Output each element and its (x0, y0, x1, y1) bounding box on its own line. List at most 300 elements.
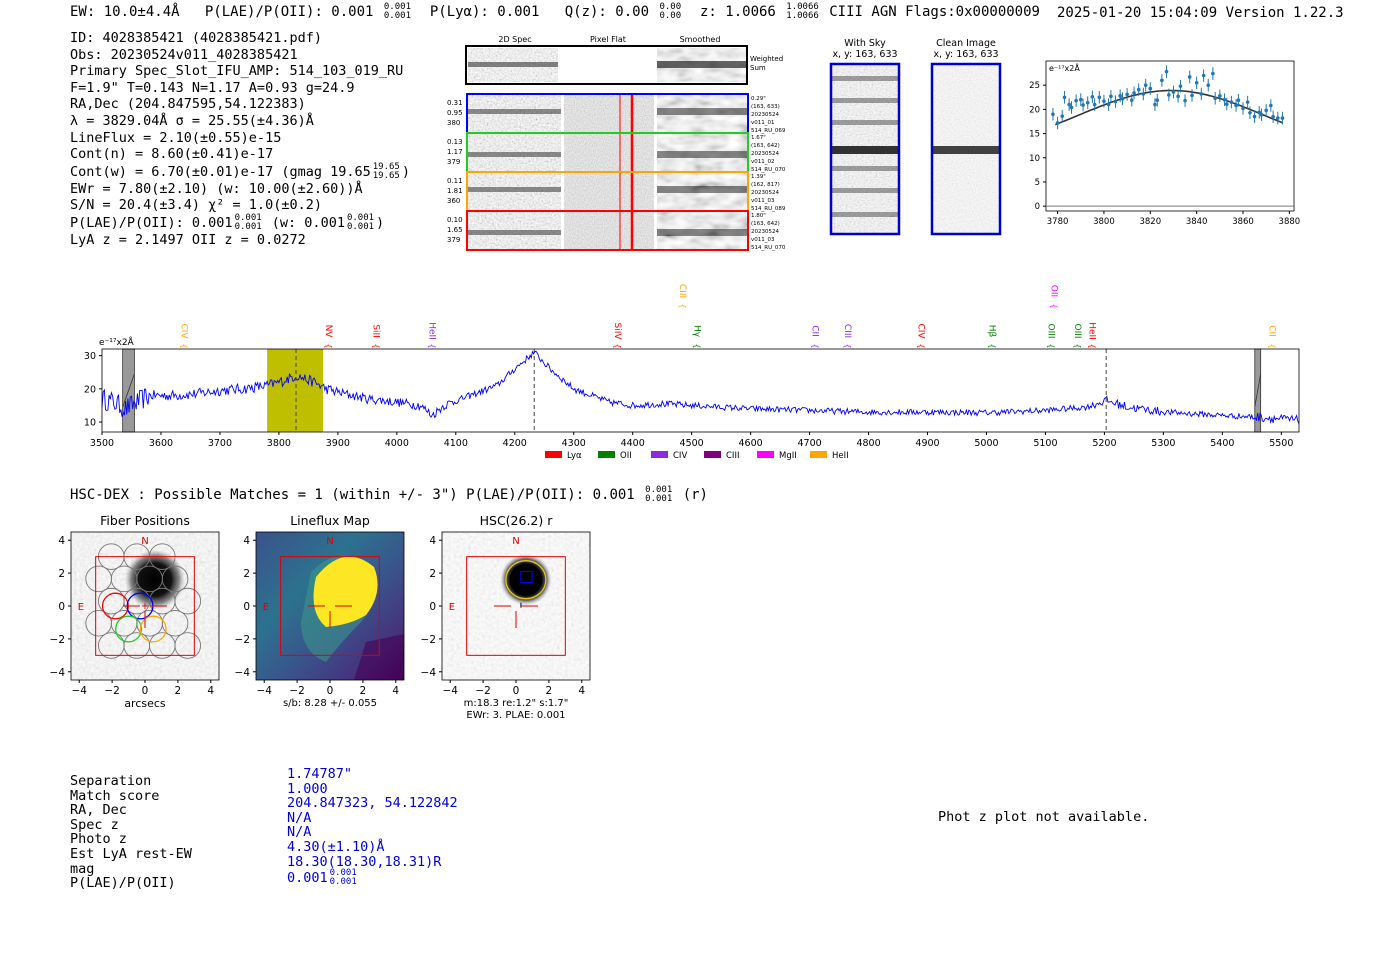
spectrum-xtick-label: 5100 (1033, 438, 1058, 449)
spectrum-xtick-label: 5000 (974, 438, 999, 449)
header-datetime: 2025-01-20 15:04:09 Version 1.22.3 (1057, 5, 1344, 21)
legend-swatch (598, 451, 615, 458)
hsc-image (442, 532, 590, 680)
fiber-smoothed-trace (657, 229, 747, 236)
header-bar (70, 3, 1040, 21)
emission-line-name: NV (323, 324, 334, 338)
emission-line-bracket: { (810, 343, 820, 349)
sky-images (828, 62, 1008, 238)
emission-line-label (677, 284, 687, 309)
legend-label: OII (620, 451, 632, 461)
info-id: ID: 4028385421 (4028385421.pdf) (70, 30, 322, 46)
fit-point (1051, 112, 1055, 116)
spectrum-xtick-label: 4400 (620, 438, 645, 449)
fiber-stat: 0.11 (447, 177, 463, 185)
hsc-caption-2: EWr: 3. PLAE: 0.001 (466, 710, 566, 721)
fit-point (1121, 97, 1125, 101)
fit-point (1144, 83, 1148, 87)
emission-line-bracket: { (427, 343, 437, 349)
fiber-meta: (163, 642) (751, 221, 780, 227)
hsc-panel (50, 513, 219, 710)
fit-point (1067, 103, 1071, 107)
fiber-stat: 379 (447, 158, 461, 166)
fit-point (1109, 95, 1113, 99)
fiber-meta: 1.39" (751, 174, 766, 180)
fit-point (1223, 98, 1227, 102)
hsc-title-lo: 0.001 (645, 494, 673, 504)
fiber-meta: v011_03 (751, 198, 775, 204)
emission-line-label (612, 322, 622, 348)
emission-line-label (1087, 322, 1097, 348)
fit-xtick-label: 3780 (1046, 217, 1069, 227)
detection-info (70, 30, 410, 249)
hsc-xtick-label: 0 (512, 685, 520, 697)
emission-line-label (1048, 285, 1058, 309)
emission-line-bracket: { (677, 303, 687, 309)
spectrum-chart (60, 275, 1320, 465)
spectrum-xtick-label: 5400 (1210, 438, 1235, 449)
fiber-2d-trace (468, 230, 561, 235)
emission-line-label (1045, 323, 1055, 348)
header-z-lo: 1.0066 (786, 11, 819, 21)
weighted-sum-label-1: Weighted (750, 55, 784, 63)
hsc-ytick-label: −2 (49, 633, 65, 646)
fit-point (1281, 116, 1285, 120)
fit-point (1202, 74, 1206, 78)
col-pixelflat: Pixel Flat (590, 35, 626, 44)
spectrum-xtick-label: 3700 (207, 438, 233, 449)
clean-image-title-text: Clean Image (936, 38, 996, 49)
hsc-panel-title: Lineflux Map (290, 513, 370, 528)
hsc-ytick-label: −2 (420, 633, 436, 646)
hsc-ytick-label: 4 (243, 535, 250, 548)
spectrum-ylabel: e⁻¹⁷x2Å (99, 338, 134, 348)
hsc-ytick-label: 2 (243, 568, 250, 581)
spectrum-xtick-label: 4000 (384, 438, 409, 449)
match-value-mag: 18.30(18.30,18.31)R (287, 853, 442, 870)
fit-point (1199, 92, 1203, 96)
fit-point (1172, 90, 1176, 94)
hsc-xtick-label: 4 (392, 685, 400, 697)
header-plya: P(Lyα): 0.001 (429, 4, 540, 20)
fit-ytick-label: 15 (1029, 129, 1040, 140)
emission-line-name: OII (1048, 284, 1059, 298)
hsc-xtick-label: 2 (545, 685, 553, 697)
emission-line-name: CIV (178, 323, 189, 339)
match-value-plae (287, 869, 458, 887)
fit-ytick-label: 0 (1034, 202, 1040, 213)
emission-line-bracket: { (179, 343, 189, 349)
fit-point (1165, 70, 1169, 74)
fit-point (1225, 102, 1229, 106)
info-lambda: λ = 3829.04Å σ = 25.55(±4.36)Å (70, 112, 314, 129)
fit-point (1213, 96, 1217, 100)
fit-point (1148, 87, 1152, 91)
legend-label: Lyα (567, 451, 582, 461)
info-plae: P(LAE)/P(OII): 0.001 0.001 0.001 (w: 0.001 0.001 0.001 ) (70, 212, 385, 232)
hsc-xlabel: arcsecs (124, 697, 166, 710)
emission-line-bracket: { (1267, 343, 1277, 349)
fiber-2d-trace (468, 152, 561, 157)
fit-point (1093, 103, 1097, 107)
hsc-xtick-label: −4 (442, 685, 458, 697)
fit-xtick-label: 3880 (1278, 217, 1301, 227)
info-primary: Primary Spec_Slot_IFU_AMP: 514_103_019_RU (70, 63, 404, 80)
match-value-photoz: N/A (287, 824, 312, 841)
fit-point (1269, 104, 1273, 108)
fiber-smoothed-trace (657, 151, 747, 158)
spectrum-xtick-label: 4900 (915, 438, 940, 449)
fit-ytick-label: 5 (1034, 177, 1040, 188)
fiber-stat: 0.10 (447, 216, 463, 224)
fit-point (1264, 109, 1268, 113)
header-qz: Q(z): 0.00 (564, 4, 650, 20)
spectrum-xtick-label: 4700 (797, 438, 822, 449)
fit-point (1074, 99, 1078, 103)
hsc-ytick-label: 0 (243, 601, 250, 613)
hsc-title (70, 486, 708, 504)
emission-line-name: CII (1266, 325, 1277, 337)
info-plae-w: (w: 0.001 (271, 214, 345, 231)
match-labels (70, 774, 192, 891)
hsc-xtick-label: −2 (475, 685, 491, 697)
fit-point (1118, 94, 1122, 98)
fiber-pixel-flat (564, 95, 654, 132)
hsc-panel (235, 513, 404, 709)
fiber-pixel-flat (564, 134, 654, 171)
fiber-stat: 1.65 (447, 226, 463, 234)
fit-point (1237, 98, 1241, 102)
spectrum-xtick-label: 3800 (266, 438, 291, 449)
fiber-meta: 20230524 (751, 229, 779, 235)
spectrum-xtick-label: 4800 (856, 438, 881, 449)
col-smoothed: Smoothed (679, 35, 721, 44)
fiber-meta: 1.80" (751, 213, 766, 219)
hsc-title-text: HSC-DEX : Possible Matches = 1 (within +/- 3") P(LAE)/P(OII): 0.001 (70, 487, 635, 503)
weighted-sum-label-2: Sum (750, 64, 766, 72)
hsc-xtick-label: 2 (359, 685, 367, 697)
emission-line-bracket: { (371, 343, 381, 349)
hsc-source (500, 554, 552, 606)
fiber-meta: 514_RU_070 (751, 167, 786, 173)
with-sky-trace (831, 146, 899, 154)
hsc-xtick-label: −4 (71, 685, 87, 697)
hsc-caption: s/b: 8.28 +/- 0.055 (282, 698, 378, 709)
info-radec: RA,Dec (204.847595,54.122383) (70, 96, 306, 113)
emission-line-name: CIII (842, 323, 853, 339)
info-contn: Cont(n) = 8.60(±0.41)e-17 (70, 146, 274, 163)
fiber-2d-trace (468, 109, 561, 114)
fiber-meta: 20230524 (751, 190, 779, 196)
fit-point (1056, 121, 1060, 125)
match-value-plae-lo: 0.001 (329, 877, 357, 888)
header-qz-lo: 0.00 (659, 11, 682, 21)
hsc-ytick-label: −4 (234, 666, 250, 679)
info-plae-w-lo: 0.001 (346, 221, 375, 232)
legend-swatch (651, 451, 668, 458)
spectrum-xtick-label: 3600 (148, 438, 174, 449)
info-plae-hi: 0.001 (234, 212, 262, 223)
fit-point (1190, 94, 1194, 98)
emission-line-bracket: { (692, 343, 702, 349)
spectrum-xtick-label: 3500 (89, 438, 115, 449)
hsc-ytick-label: −4 (49, 666, 65, 679)
info-plae-text: P(LAE)/P(OII): 0.001 (70, 214, 233, 231)
legend-label: MgII (779, 451, 797, 461)
emission-line-label (1267, 325, 1277, 348)
match-value-plae-text: 0.001 (287, 870, 328, 887)
clean-image-xy: x, y: 163, 633 (933, 49, 999, 60)
spectrum-xtick-label: 5500 (1269, 438, 1294, 449)
weighted-sum-smoothed-trace (657, 61, 746, 68)
weighted-sum-2d-trace (468, 62, 558, 67)
col-2dspec: 2D Spec (498, 35, 532, 44)
hsc-xtick-label: 0 (326, 685, 334, 697)
east-label: E (77, 602, 85, 613)
emission-line-name: HeII (426, 322, 437, 340)
fit-point (1142, 92, 1146, 96)
header-plae-hi: 0.001 (383, 2, 411, 12)
north-label: N (141, 536, 149, 547)
fit-point (1132, 91, 1136, 95)
fiber-rows (447, 94, 786, 251)
fiber-meta: v011_03 (751, 237, 775, 243)
fit-chart (1020, 55, 1310, 230)
fit-point (1102, 99, 1106, 103)
fit-point (1060, 114, 1064, 118)
fiber-meta: 514_RU_070 (751, 245, 786, 251)
info-lineflux: LineFlux = 2.10(±0.55)e-15 (70, 129, 282, 146)
emission-line-bracket: { (1087, 343, 1097, 349)
fit-point (1137, 88, 1141, 92)
emission-line-name: Hβ (986, 324, 997, 338)
fit-point (1246, 100, 1250, 104)
fit-point (1276, 116, 1280, 120)
emission-line-label (323, 325, 333, 349)
hsc-panel-title: Fiber Positions (100, 513, 190, 528)
emission-line-label (370, 324, 380, 348)
header-qz-hi: 0.00 (659, 2, 682, 12)
north-label: N (512, 536, 520, 547)
fit-point (1167, 93, 1171, 97)
info-contw: Cont(w) = 6.70(±0.01)e-17 (gmag 19.65 19.65 19.65 ) (70, 161, 410, 181)
match-value-radec: 204.847323, 54.122842 (287, 795, 458, 812)
fit-point (1195, 81, 1199, 85)
hsc-xtick-label: −4 (256, 685, 272, 697)
match-value-plae-hi: 0.001 (329, 868, 357, 879)
fit-point (1183, 99, 1187, 103)
fiber-stat: 0.13 (447, 138, 463, 146)
spectrum-xtick-label: 4100 (443, 438, 468, 449)
hsc-panel-title: HSC(26.2) r (479, 513, 553, 528)
hsc-ytick-label: −2 (234, 633, 250, 646)
fiber-meta: v011_01 (751, 120, 775, 126)
emission-line-name: CIV (915, 323, 926, 339)
spectrum-xtick-label: 5300 (1151, 438, 1176, 449)
fit-point (1211, 72, 1215, 76)
fiber-stat: 379 (447, 236, 461, 244)
match-label-mag: mag (70, 860, 95, 877)
fit-point (1130, 98, 1134, 102)
match-value-lya-ew: 4.30(±1.10)Å (287, 838, 385, 855)
legend-swatch (757, 451, 774, 458)
spectrum-highlight (267, 349, 323, 432)
emission-line-label (179, 323, 189, 348)
spectrum-ytick-label: 10 (83, 417, 96, 429)
fit-point (1260, 113, 1264, 117)
fit-xtick-label: 3840 (1185, 217, 1208, 227)
fit-xtick-label: 3860 (1232, 217, 1254, 227)
emission-line-bracket: { (1049, 303, 1059, 309)
info-sn: S/N = 20.4(±3.4) χ² = 1.0(±0.2) (70, 197, 322, 214)
emission-line-name: HeII (1086, 322, 1097, 340)
hsc-caption: m:18.3 re:1.2" s:1.7" (463, 698, 569, 709)
east-label: E (448, 602, 456, 613)
emission-line-name: SiIV (612, 322, 623, 340)
header-ew: EW: 10.0±4.4Å (70, 4, 180, 20)
emission-line-bracket: { (1072, 343, 1082, 349)
fit-point (1086, 101, 1090, 105)
fiber-meta: 514_RU_069 (751, 128, 786, 134)
fiber-stat: 360 (447, 197, 461, 205)
emission-line-bracket: { (613, 343, 623, 349)
hsc-ytick-label: −4 (420, 666, 436, 679)
fiber-stat: 1.17 (447, 148, 463, 156)
east-label: E (262, 602, 270, 613)
match-values (287, 767, 458, 887)
fiber-meta: (163, 642) (751, 143, 780, 149)
fiber-cutouts (440, 32, 800, 257)
emission-line-name: CIII (676, 283, 687, 299)
fit-point (1107, 103, 1111, 107)
cutout-svg (440, 32, 800, 257)
with-sky-title (828, 38, 902, 60)
hsc-ytick-label: 4 (429, 535, 436, 548)
emission-line-bracket: { (324, 343, 334, 349)
emission-line-label (1072, 323, 1082, 348)
header-class: CIII AGN Flags:0x00000009 (829, 4, 1040, 20)
fiber-smoothed-trace (657, 108, 747, 115)
hsc-ytick-label: 2 (58, 568, 65, 581)
fit-point (1070, 106, 1074, 110)
legend-swatch (810, 451, 827, 458)
hsc-title-hi: 0.001 (645, 485, 673, 495)
with-sky-xy: x, y: 163, 633 (832, 49, 898, 60)
fit-ytick-label: 25 (1029, 81, 1040, 92)
emission-line-name: OIII (1045, 323, 1056, 339)
fit-point (1153, 103, 1157, 107)
fit-point (1125, 93, 1129, 97)
fit-point (1206, 83, 1210, 87)
fiber-meta: 0.29" (751, 96, 766, 102)
match-label-radec: RA, Dec (70, 802, 127, 819)
fiber-smoothed-trace (657, 186, 747, 193)
fit-point (1253, 115, 1257, 119)
emission-line-name: Hγ (691, 324, 702, 338)
fiber-position-source (125, 550, 185, 610)
fiber-pixel-flat (564, 173, 654, 210)
legend-swatch (545, 451, 562, 458)
fiber-row (447, 211, 786, 251)
info-plae-w-hi: 0.001 (346, 212, 375, 223)
hsc-ytick-label: 2 (429, 568, 436, 581)
fiber-row (447, 94, 786, 134)
fiber-row (447, 172, 786, 212)
info-params: F=1.9" T=0.143 N=1.17 A=0.93 g=24.9 (70, 79, 355, 96)
spectrum-xtick-label: 4600 (738, 438, 763, 449)
hsc-xtick-label: 4 (578, 685, 586, 697)
fit-point (1079, 98, 1083, 102)
fit-point (1230, 100, 1234, 104)
spectrum-xtick-label: 4500 (679, 438, 704, 449)
info-ewr: EWr = 7.80(±2.10) (w: 10.00(±2.60))Å (70, 180, 363, 197)
hsc-xtick-label: −2 (289, 685, 305, 697)
hsc-ytick-label: 0 (429, 601, 436, 613)
crosshair-center: + (140, 601, 150, 612)
legend-label: HeII (832, 451, 849, 461)
fiber-stat: 0.95 (447, 109, 463, 117)
fit-point (1248, 111, 1252, 115)
hsc-xtick-label: 4 (207, 685, 215, 697)
fiber-stat: 1.81 (447, 187, 463, 195)
fit-point (1188, 75, 1192, 79)
fiber-meta: 514_RU_089 (751, 206, 786, 212)
fit-point (1063, 95, 1067, 99)
fit-point (1234, 104, 1238, 108)
match-label-lya-ew: Est LyA rest-EW (70, 845, 192, 862)
emission-line-bracket: { (843, 343, 853, 349)
fiber-meta: v011_02 (751, 159, 775, 165)
emission-line-label (916, 323, 926, 348)
hsc-panel (421, 513, 590, 721)
header-z: z: 1.0066 (700, 4, 776, 20)
hsc-panels (40, 510, 620, 725)
hsc-ytick-label: 4 (58, 535, 65, 548)
fiber-2d-trace (468, 187, 561, 192)
fit-point (1091, 95, 1095, 99)
spectrum-xtick-label: 4300 (561, 438, 586, 449)
emission-line-label (426, 322, 436, 348)
match-value-score: 1.000 (287, 780, 328, 797)
fit-point (1098, 95, 1102, 99)
clean-image-title (928, 38, 1004, 60)
legend-label: CIV (673, 451, 688, 461)
fit-point (1271, 115, 1275, 119)
fiber-meta: (162, 817) (751, 182, 780, 188)
header-plae: P(LAE)/P(OII): 0.001 (204, 4, 374, 20)
fiber-row (447, 133, 786, 173)
hsc-xtick-label: 2 (174, 685, 182, 697)
spectrum-ytick-label: 30 (83, 351, 96, 363)
header-plae-lo: 0.001 (383, 11, 411, 21)
header-z-hi: 1.0066 (786, 2, 819, 12)
info-plae-lo: 0.001 (234, 221, 262, 232)
emission-line-name: CII (809, 325, 820, 337)
with-sky-title-text: With Sky (844, 38, 886, 49)
fit-point (1114, 100, 1118, 104)
legend-label: CIII (726, 451, 740, 461)
fiber-stat: 0.31 (447, 99, 463, 107)
emission-line-label (810, 325, 820, 348)
fit-ytick-label: 10 (1029, 153, 1040, 164)
fit-point (1218, 94, 1222, 98)
fit-point (1179, 84, 1183, 88)
fit-point (1241, 107, 1245, 111)
fiber-meta: 1.67" (751, 135, 766, 141)
fiber-meta: (163, 633) (751, 104, 780, 110)
fiber-stat: 380 (447, 119, 461, 127)
fit-xtick-label: 3820 (1139, 217, 1162, 227)
